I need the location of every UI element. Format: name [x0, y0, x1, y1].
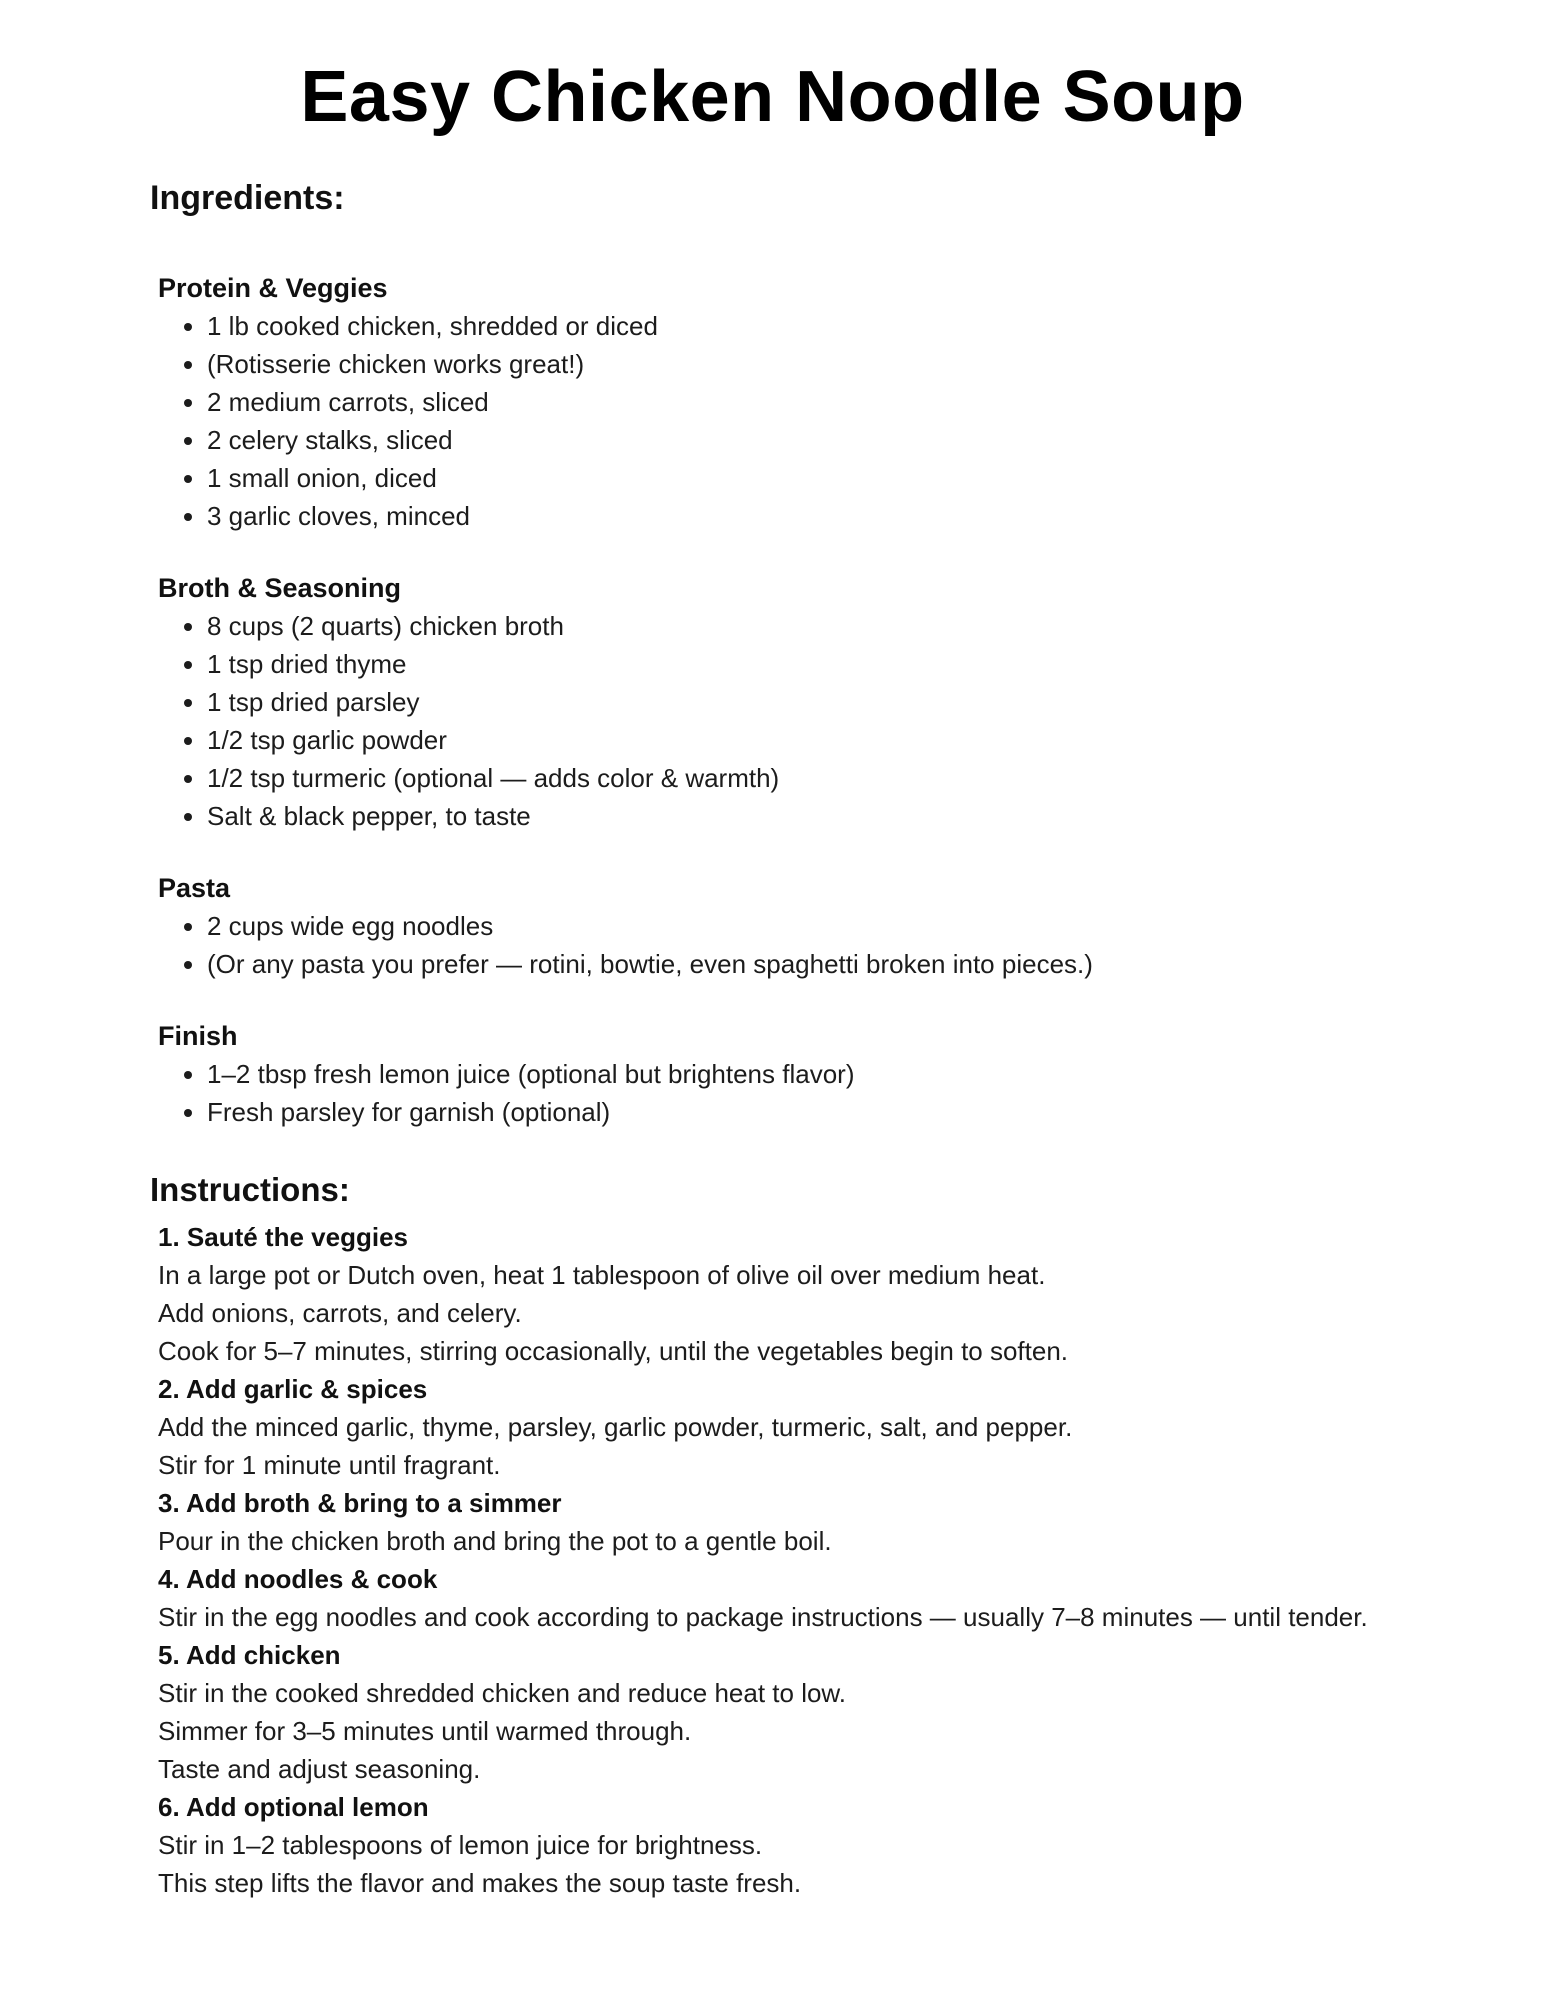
ingredient-item: • 2 celery stalks, sliced [207, 421, 1370, 459]
ingredient-item: • 1/2 tsp turmeric (optional — adds color & warmth) [207, 759, 1370, 797]
step-title: 2. Add garlic & spices [158, 1374, 428, 1405]
ingredient-item: • 8 cups (2 quarts) chicken broth [207, 607, 1370, 645]
instruction-step [158, 1788, 1370, 1902]
ingredient-section [158, 869, 1370, 983]
ingredient-item: • 1 tsp dried thyme [207, 645, 1370, 683]
ingredient-item: • 1/2 tsp garlic powder [207, 721, 1370, 759]
ingredient-list [158, 907, 1370, 983]
step-line: Add onions, carrots, and celery. [158, 1298, 522, 1329]
ingredient-item: • 1 small onion, diced [207, 459, 1370, 497]
step-line: Stir in the cooked shredded chicken and reduce heat to low. [158, 1678, 846, 1709]
recipe-title: Easy Chicken Noodle Soup [300, 57, 1245, 137]
step-line: Stir for 1 minute until fragrant. [158, 1450, 501, 1481]
ingredient-section-heading: Finish [158, 1021, 238, 1052]
ingredient-item: • 2 medium carrots, sliced [207, 383, 1370, 421]
instructions-heading: Instructions: [150, 1171, 350, 1209]
ingredient-item: • Salt & black pepper, to taste [207, 797, 1370, 835]
instruction-step [158, 1370, 1370, 1484]
instruction-step [158, 1484, 1370, 1560]
instruction-steps [158, 1218, 1370, 1902]
instruction-step [158, 1560, 1370, 1636]
step-title: 3. Add broth & bring to a simmer [158, 1488, 562, 1519]
ingredient-item: • 1 tsp dried parsley [207, 683, 1370, 721]
ingredients-heading: Ingredients: [150, 179, 345, 218]
step-line: Simmer for 3–5 minutes until warmed through. [158, 1716, 692, 1747]
ingredient-item: • 1–2 tbsp fresh lemon juice (optional but brightens flavor) [207, 1055, 1370, 1093]
ingredient-section [158, 569, 1370, 835]
ingredient-list [158, 607, 1370, 835]
ingredient-item: • 2 cups wide egg noodles [207, 907, 1370, 945]
step-title: 6. Add optional lemon [158, 1792, 429, 1823]
step-line: This step lifts the flavor and makes the soup taste fresh. [158, 1868, 802, 1899]
ingredient-section-heading: Pasta [158, 873, 231, 904]
step-line: Add the minced garlic, thyme, parsley, garlic powder, turmeric, salt, and pepper. [158, 1412, 1073, 1443]
instruction-step [158, 1636, 1370, 1788]
step-title: 4. Add noodles & cook [158, 1564, 438, 1595]
ingredient-section-heading: Protein & Veggies [158, 273, 388, 304]
ingredient-section [158, 269, 1370, 535]
ingredient-list [158, 1055, 1370, 1131]
ingredient-item: • 3 garlic cloves, minced [207, 497, 1370, 535]
step-line: Stir in the egg noodles and cook according to package instructions — usually 7–8 minutes — until tender. [158, 1602, 1368, 1633]
step-line: In a large pot or Dutch oven, heat 1 tablespoon of olive oil over medium heat. [158, 1260, 1046, 1291]
ingredient-item: • (Or any pasta you prefer — rotini, bowtie, even spaghetti broken into pieces.) [207, 945, 1370, 983]
step-title: 5. Add chicken [158, 1640, 341, 1671]
ingredient-section-heading: Broth & Seasoning [158, 573, 402, 604]
step-line: Pour in the chicken broth and bring the pot to a gentle boil. [158, 1526, 832, 1557]
recipe-content [0, 178, 1545, 1902]
ingredient-sections [150, 269, 1370, 1131]
step-title: 1. Sauté the veggies [158, 1222, 408, 1253]
step-line: Stir in 1–2 tablespoons of lemon juice for brightness. [158, 1830, 763, 1861]
instruction-step [158, 1218, 1370, 1370]
ingredient-item: • Fresh parsley for garnish (optional) [207, 1093, 1370, 1131]
ingredient-item: • (Rotisserie chicken works great!) [207, 345, 1370, 383]
step-line: Taste and adjust seasoning. [158, 1754, 481, 1785]
ingredient-section [158, 1017, 1370, 1131]
step-line: Cook for 5–7 minutes, stirring occasionally, until the vegetables begin to soften. [158, 1336, 1069, 1367]
ingredient-item: • 1 lb cooked chicken, shredded or diced [207, 307, 1370, 345]
ingredient-list [158, 307, 1370, 535]
